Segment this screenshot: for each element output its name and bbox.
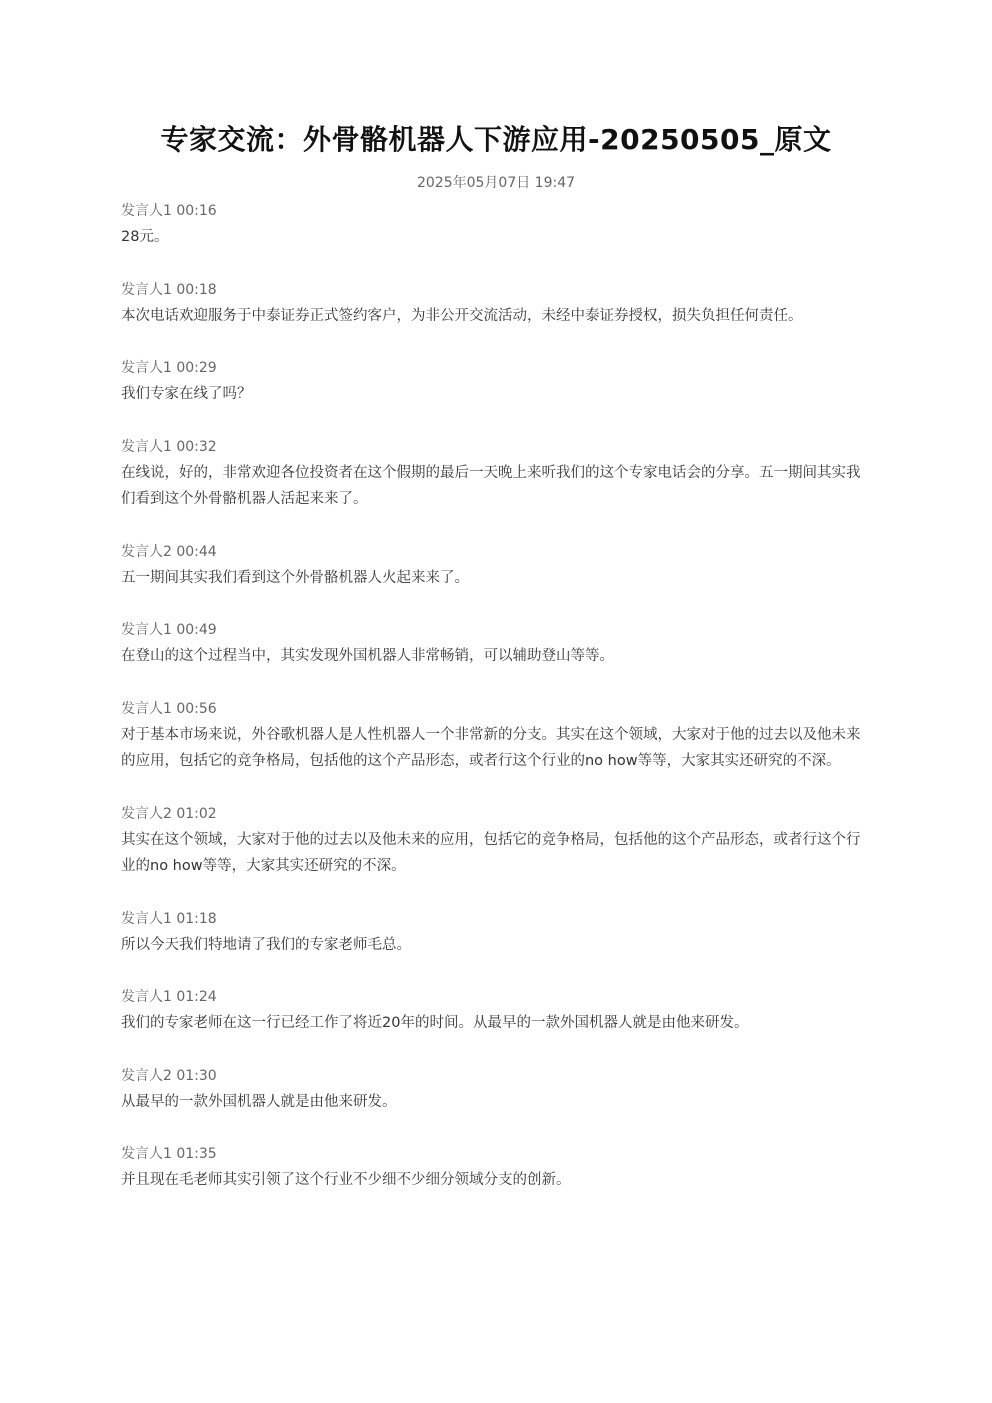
speaker-timestamp: 发言人1 00:32 bbox=[121, 438, 217, 455]
speaker-timestamp: 发言人1 01:24 bbox=[121, 989, 217, 1005]
speaker-timestamp: 发言人1 01:18 bbox=[121, 910, 217, 927]
speaker-timestamp: 发言人1 00:49 bbox=[121, 622, 217, 638]
utterance-text: 所以今天我们特地请了我们的专家老师毛总。 bbox=[121, 936, 411, 953]
transcript-entry bbox=[121, 355, 873, 408]
speaker-timestamp: 发言人1 00:29 bbox=[121, 360, 217, 376]
utterance-text: 其实在这个领域，大家对于他的过去以及他未来的应用，包括它的竞争格局，包括他的这个产品形态，或者行这个行业的no how等等，大家其实还研究的不深。 bbox=[121, 831, 861, 874]
document-title: 专家交流：外骨骼机器人下游应用-20250505_原文 bbox=[160, 123, 832, 156]
utterance-text: 28元。 bbox=[121, 229, 169, 245]
speaker-timestamp: 发言人1 01:35 bbox=[121, 1146, 217, 1162]
utterance-text: 从最早的一款外国机器人就是由他来研发。 bbox=[121, 1093, 397, 1110]
transcript-entry bbox=[121, 617, 873, 670]
speaker-timestamp: 发言人2 01:02 bbox=[121, 805, 217, 822]
transcript-entry bbox=[121, 801, 873, 880]
speaker-timestamp: 发言人1 00:18 bbox=[121, 281, 217, 298]
document-date: 2025年05月07日 19:47 bbox=[416, 175, 576, 191]
transcript-entry bbox=[121, 1141, 873, 1194]
transcript-entry bbox=[121, 434, 873, 513]
transcript-entry bbox=[121, 198, 873, 251]
speaker-timestamp: 发言人1 00:56 bbox=[121, 700, 217, 717]
utterance-text: 对于基本市场来说，外谷歌机器人是人性机器人一个非常新的分支。其实在这个领域，大家对于他的过去以及他未来的应用，包括它的竞争格局，包括他的这个产品形态，或者行这个行业的no how等等，大家其实还研究的不深。 bbox=[121, 726, 861, 769]
utterance-text: 五一期间其实我们看到这个外骨骼机器人火起来来了。 bbox=[121, 569, 469, 586]
transcript-entry bbox=[121, 906, 873, 959]
utterance-text: 在登山的这个过程当中，其实发现外国机器人非常畅销，可以辅助登山等等。 bbox=[121, 648, 614, 664]
transcript bbox=[121, 198, 873, 1220]
speaker-timestamp: 发言人1 00:16 bbox=[121, 203, 217, 219]
speaker-timestamp: 发言人2 01:30 bbox=[121, 1067, 217, 1084]
utterance-text: 并且现在毛老师其实引领了这个行业不少细不少细分领域分支的创新。 bbox=[121, 1172, 571, 1188]
transcript-entry bbox=[121, 1063, 873, 1116]
utterance-text: 我们专家在线了吗？ bbox=[121, 386, 252, 402]
transcript-entry bbox=[121, 984, 873, 1037]
utterance-text: 我们的专家老师在这一行已经工作了将近20年的时间。从最早的一款外国机器人就是由他来研发。 bbox=[121, 1015, 749, 1031]
transcript-entry bbox=[121, 277, 873, 330]
transcript-entry bbox=[121, 696, 873, 775]
transcript-entry bbox=[121, 539, 873, 592]
utterance-text: 本次电话欢迎服务于中泰证券正式签约客户，为非公开交流活动，未经中泰证券授权，损失负担任何责任。 bbox=[121, 307, 803, 324]
speaker-timestamp: 发言人2 00:44 bbox=[121, 543, 217, 560]
utterance-text: 在线说，好的，非常欢迎各位投资者在这个假期的最后一天晚上来听我们的这个专家电话会的分享。五一期间其实我们看到这个外骨骼机器人活起来来了。 bbox=[121, 464, 861, 507]
